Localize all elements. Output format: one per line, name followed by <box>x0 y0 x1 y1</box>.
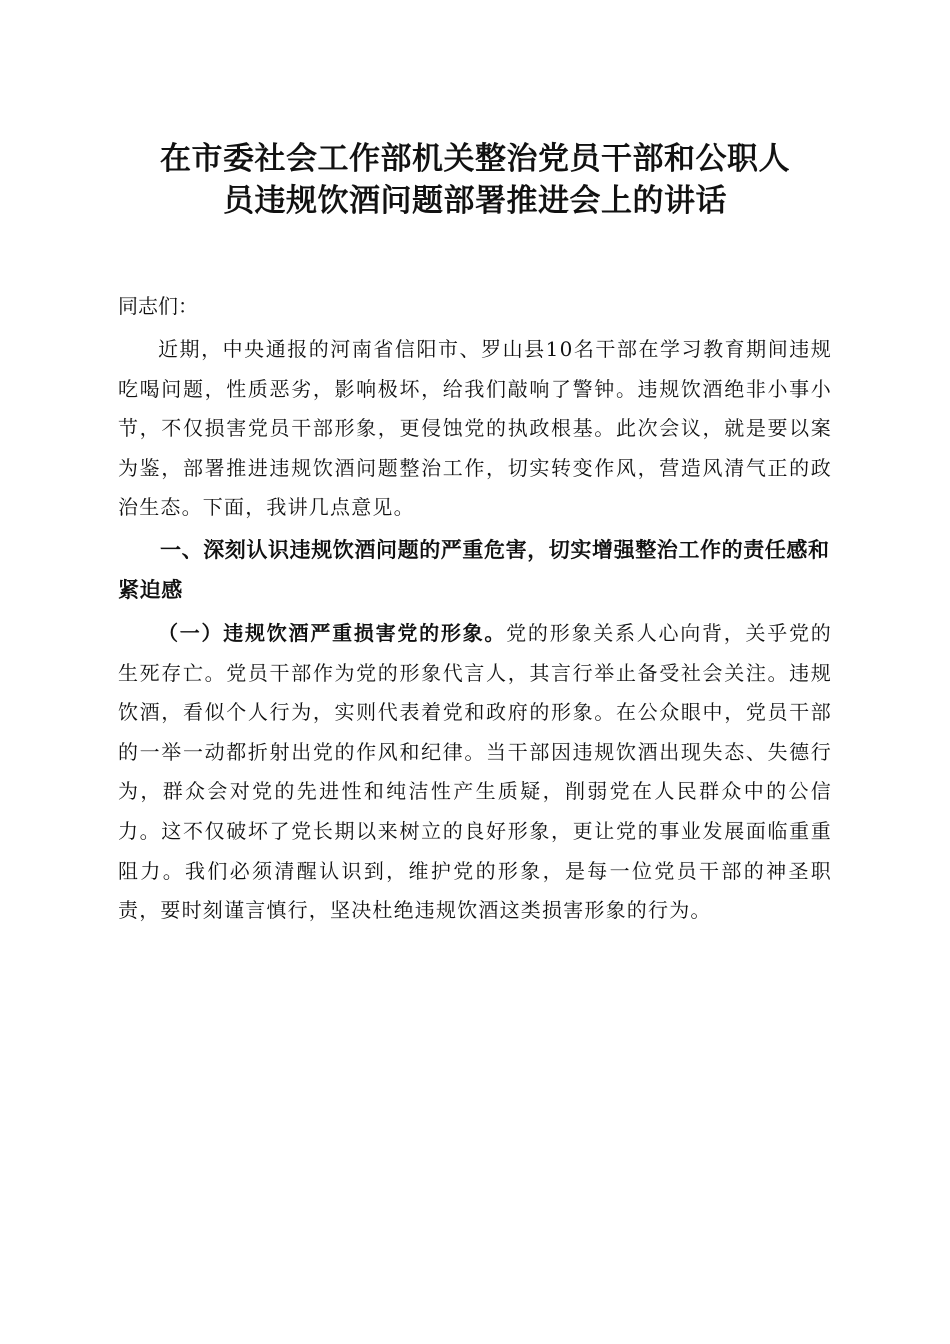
subsection-one-paragraph <box>118 614 832 931</box>
document-title-line-1: 在市委社会工作部机关整治党员干部和公职人 <box>160 141 790 177</box>
document-title <box>118 138 832 222</box>
subsection-one-heading: （一）违规饮酒严重损害党的形象。 <box>158 620 507 645</box>
subsection-one-body: 党的形象关系人心向背，关乎党的生死存亡。党员干部作为党的形象代言人，其言行举止备受社会关注。违规饮酒，看似个人行为，实则代表着党和政府的形象。在公众眼中，党员干部的一举一动都折射出党的作风和纪律。当干部因违规饮酒出现失态、失德行为，群众会对党的先进性和纯洁性产生质疑，削弱党在人民群众中的公信力。这不仅破坏了党长期以来树立的良好形象，更让党的事业发展面临重重阻力。我们必须清醒认识到，维护党的形象，是每一位党员干部的神圣职责，要时刻谨言慎行，坚决杜绝违规饮酒这类损害形象的行为。 <box>118 620 833 923</box>
intro-paragraph: 近期，中央通报的河南省信阳市、罗山县10名干部在学习教育期间违规吃喝问题，性质恶劣，影响极坏，给我们敲响了警钟。违规饮酒绝非小事小节，不仅损害党员干部形象，更侵蚀党的执政根基。此次会议，就是要以案为鉴，部署推进违规饮酒问题整治工作，切实转变作风，营造风清气正的政治生态。下面，我讲几点意见。 <box>118 337 832 520</box>
salutation: 同志们： <box>118 294 198 318</box>
section-one-heading: 一、深刻认识违规饮酒问题的严重危害，切实增强整治工作的责任感和紧迫感 <box>118 537 830 602</box>
document-page <box>118 138 832 931</box>
document-title-line-2: 员违规饮酒问题部署推进会上的讲话 <box>223 183 727 219</box>
